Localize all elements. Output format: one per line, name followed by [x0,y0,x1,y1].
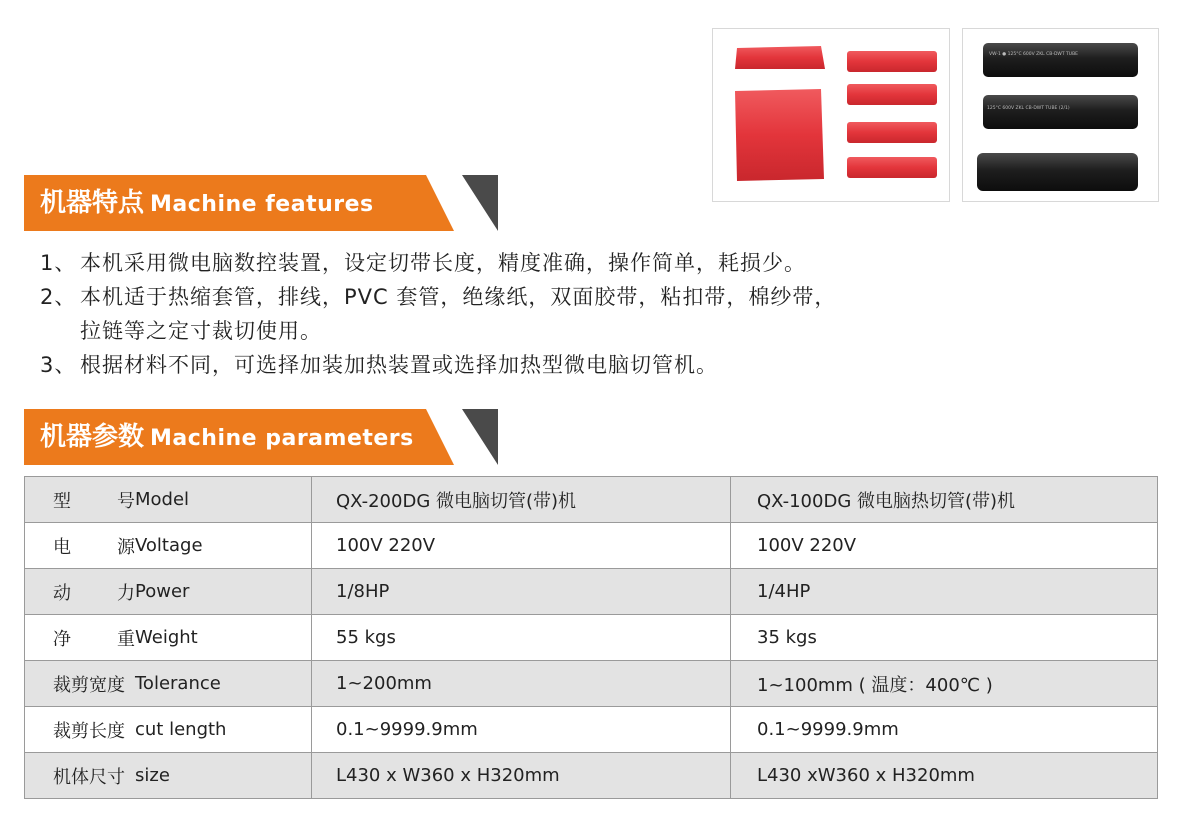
feature-text-continued: 拉链等之定寸裁切使用。 [80,319,322,343]
param-name-en: Voltage [135,523,312,569]
red-tube-flat-wide [735,89,824,181]
table-row [25,615,1158,661]
black-heat-shrink-tube-photo [962,28,1159,202]
parameters-table [24,476,1158,799]
param-name-en: size [135,753,312,799]
model-100dg-value: L430 xW360 x H320mm [731,753,1158,799]
parameters-title-en: Machine parameters [150,426,414,451]
black-tube [983,95,1138,129]
param-name-zh [25,615,136,661]
red-heat-shrink-tube-photo [712,28,950,202]
param-name-zh: 裁剪长度 [25,707,136,753]
red-tube-piece [847,84,937,105]
features-title-zh: 机器特点 [40,188,145,218]
parameters-section-banner [24,409,474,465]
table-row [25,523,1158,569]
feature-item [40,280,1000,314]
feature-number: 3、 [40,353,77,377]
feature-item [40,246,1000,280]
red-tube-piece [847,122,937,143]
features-list [40,246,1000,382]
param-name-zh [25,569,136,615]
feature-text: 本机采用微电脑数控装置，设定切带长度，精度准确，操作简单，耗损少。 [80,251,806,275]
model-200dg-value: 55 kgs [312,615,731,661]
banner-dark-corner [462,409,498,465]
model-200dg-value: 1~200mm [312,661,731,707]
param-name-zh [25,477,136,523]
feature-number: 1、 [40,251,77,275]
table-row [25,707,1158,753]
table-row [25,661,1158,707]
table-row [25,569,1158,615]
tube-print: 125°C 600V ZKL CB-DWT TUBE (2/1) [987,106,1070,111]
model-100dg-value: 35 kgs [731,615,1158,661]
param-name-en: Tolerance [135,661,312,707]
red-tubes-illustration [713,29,949,201]
table-row [25,753,1158,799]
model-200dg-value: QX-200DG 微电脑切管(带)机 [312,477,731,523]
black-tube [977,153,1138,191]
features-section-title [40,175,374,231]
model-100dg-value: 1/4HP [731,569,1158,615]
model-200dg-value: L430 x W360 x H320mm [312,753,731,799]
param-name-en: Power [135,569,312,615]
param-name-zh-text: 型号 [53,490,135,512]
parameters-title-zh: 机器参数 [40,422,145,452]
table-row [25,477,1158,523]
red-tube-piece [847,51,937,72]
model-200dg-value: 1/8HP [312,569,731,615]
model-100dg-value: 100V 220V [731,523,1158,569]
red-tube-piece [847,157,937,178]
param-name-en: Model [135,477,312,523]
features-title-en: Machine features [150,192,374,217]
model-100dg-value: QX-100DG 微电脑热切管(带)机 [731,477,1158,523]
feature-text: 根据材料不同，可选择加装加热装置或选择加热型微电脑切管机。 [80,353,718,377]
feature-text: 本机适于热缩套管，排线，PVC 套管，绝缘纸，双面胶带，粘扣带，棉纱带， [80,285,837,309]
feature-item [40,348,1000,382]
param-name-zh: 机体尺寸 [25,753,136,799]
feature-number: 2、 [40,285,77,309]
black-tubes-illustration [963,29,1158,201]
model-200dg-value: 0.1~9999.9mm [312,707,731,753]
model-100dg-value: 1~100mm ( 温度：400℃ ) [731,661,1158,707]
tube-print: VW-1 ● 125°C 600V ZKL CB-DWT TUBE [989,52,1079,57]
features-section-banner [24,175,474,231]
param-name-en: cut length [135,707,312,753]
parameters-section-title [40,409,414,465]
model-200dg-value: 100V 220V [312,523,731,569]
red-tube-strip [735,46,825,69]
black-tube [983,43,1138,77]
param-name-zh-text: 动力 [53,582,135,604]
param-name-zh: 裁剪宽度 [25,661,136,707]
param-name-en: Weight [135,615,312,661]
model-100dg-value: 0.1~9999.9mm [731,707,1158,753]
banner-dark-corner [462,175,498,231]
param-name-zh-text: 净重 [53,628,135,650]
param-name-zh-text: 电源 [53,536,135,558]
param-name-zh [25,523,136,569]
